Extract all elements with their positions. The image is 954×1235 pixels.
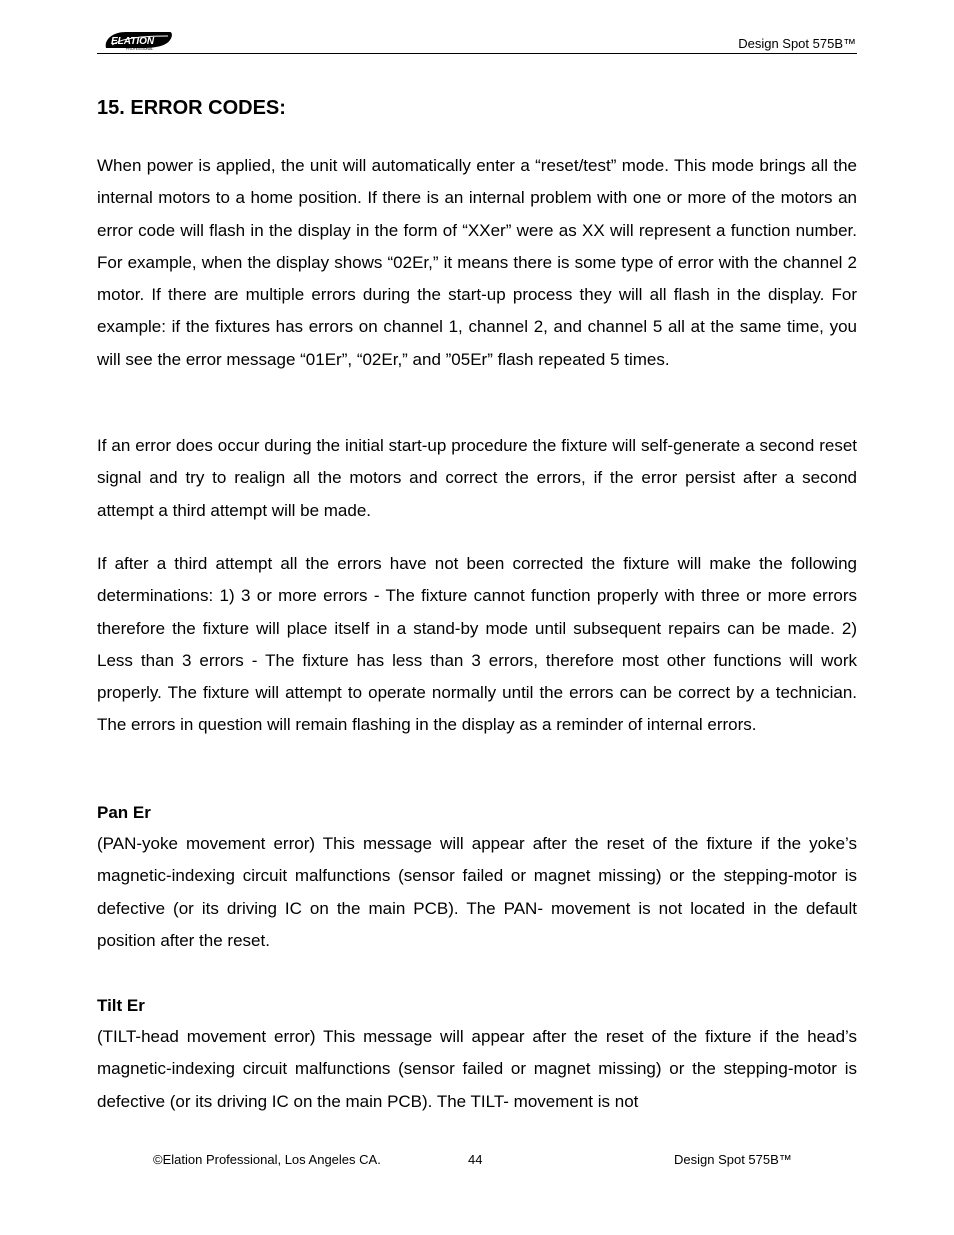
footer-product-title: Design Spot 575B™ <box>674 1152 792 1167</box>
header-product-title: Design Spot 575B™ <box>738 36 856 51</box>
footer-copyright: ©Elation Professional, Los Angeles CA. <box>153 1152 381 1167</box>
paragraph-determinations-block <box>97 548 857 742</box>
pan-error-heading: Pan Er <box>97 803 151 822</box>
paragraph-determinations: If after a third attempt all the errors have not been corrected the fixture will make the following determinations: 1) 3 or more errors - The fixture cannot function properly with three or more errors therefore the fixture will place itself in a stand-by mode until subsequent repairs can be made. 2) Less than 3 errors - The fixture has less than 3 errors, therefore most other functions will work properly. The fixture will attempt to operate normally until the errors can be correct by a technician. The errors in question will remain flashing in the display as a reminder of internal errors. <box>97 554 857 735</box>
footer-page-number: 44 <box>468 1152 483 1167</box>
paragraph-intro-block <box>97 150 857 376</box>
logo-text: ELATION <box>111 36 155 47</box>
pan-error-block <box>97 828 857 957</box>
tilt-error-text: (TILT-head movement error) This message will appear after the reset of the fixture if the head’s magnetic-indexing circuit malfunctions (sensor failed or magnet missing) or the stepping-motor is defective (or its driving IC on the main PCB). The TILT- movement is not <box>97 1027 857 1111</box>
tilt-error-block <box>97 1021 857 1118</box>
elation-logo <box>102 28 174 52</box>
tilt-error-heading: Tilt Er <box>97 996 145 1015</box>
logo-subtext: PROFESSIONAL <box>126 47 154 51</box>
paragraph-retry-block <box>97 430 857 527</box>
header-divider <box>97 53 857 54</box>
pan-error-text: (PAN-yoke movement error) This message will appear after the reset of the fixture if the yoke’s magnetic-indexing circuit malfunctions (sensor failed or magnet missing) or the stepping-motor is defective (or its driving IC on the main PCB). The PAN- movement is not located in the default position after the reset. <box>97 834 857 950</box>
paragraph-retry: If an error does occur during the initial start-up procedure the fixture will self-generate a second reset signal and try to realign all the motors and correct the errors, if the error persist after a second attempt a third attempt will be made. <box>97 436 857 520</box>
paragraph-intro: When power is applied, the unit will automatically enter a “reset/test” mode. This mode brings all the internal motors to a home position. If there is an internal problem with one or more of the motors an error code will flash in the display in the form of “XXer” were as XX will represent a function number. For example, when the display shows “02Er,” it means there is some type of error with the channel 2 motor. If there are multiple errors during the start-up process they will all flash in the display. For example: if the fixtures has errors on channel 1, channel 2, and channel 5 all at the same time, you will see the error message “01Er”, “02Er,” and ”05Er” flash repeated 5 times. <box>97 156 857 369</box>
section-title: 15. ERROR CODES: <box>97 97 286 119</box>
